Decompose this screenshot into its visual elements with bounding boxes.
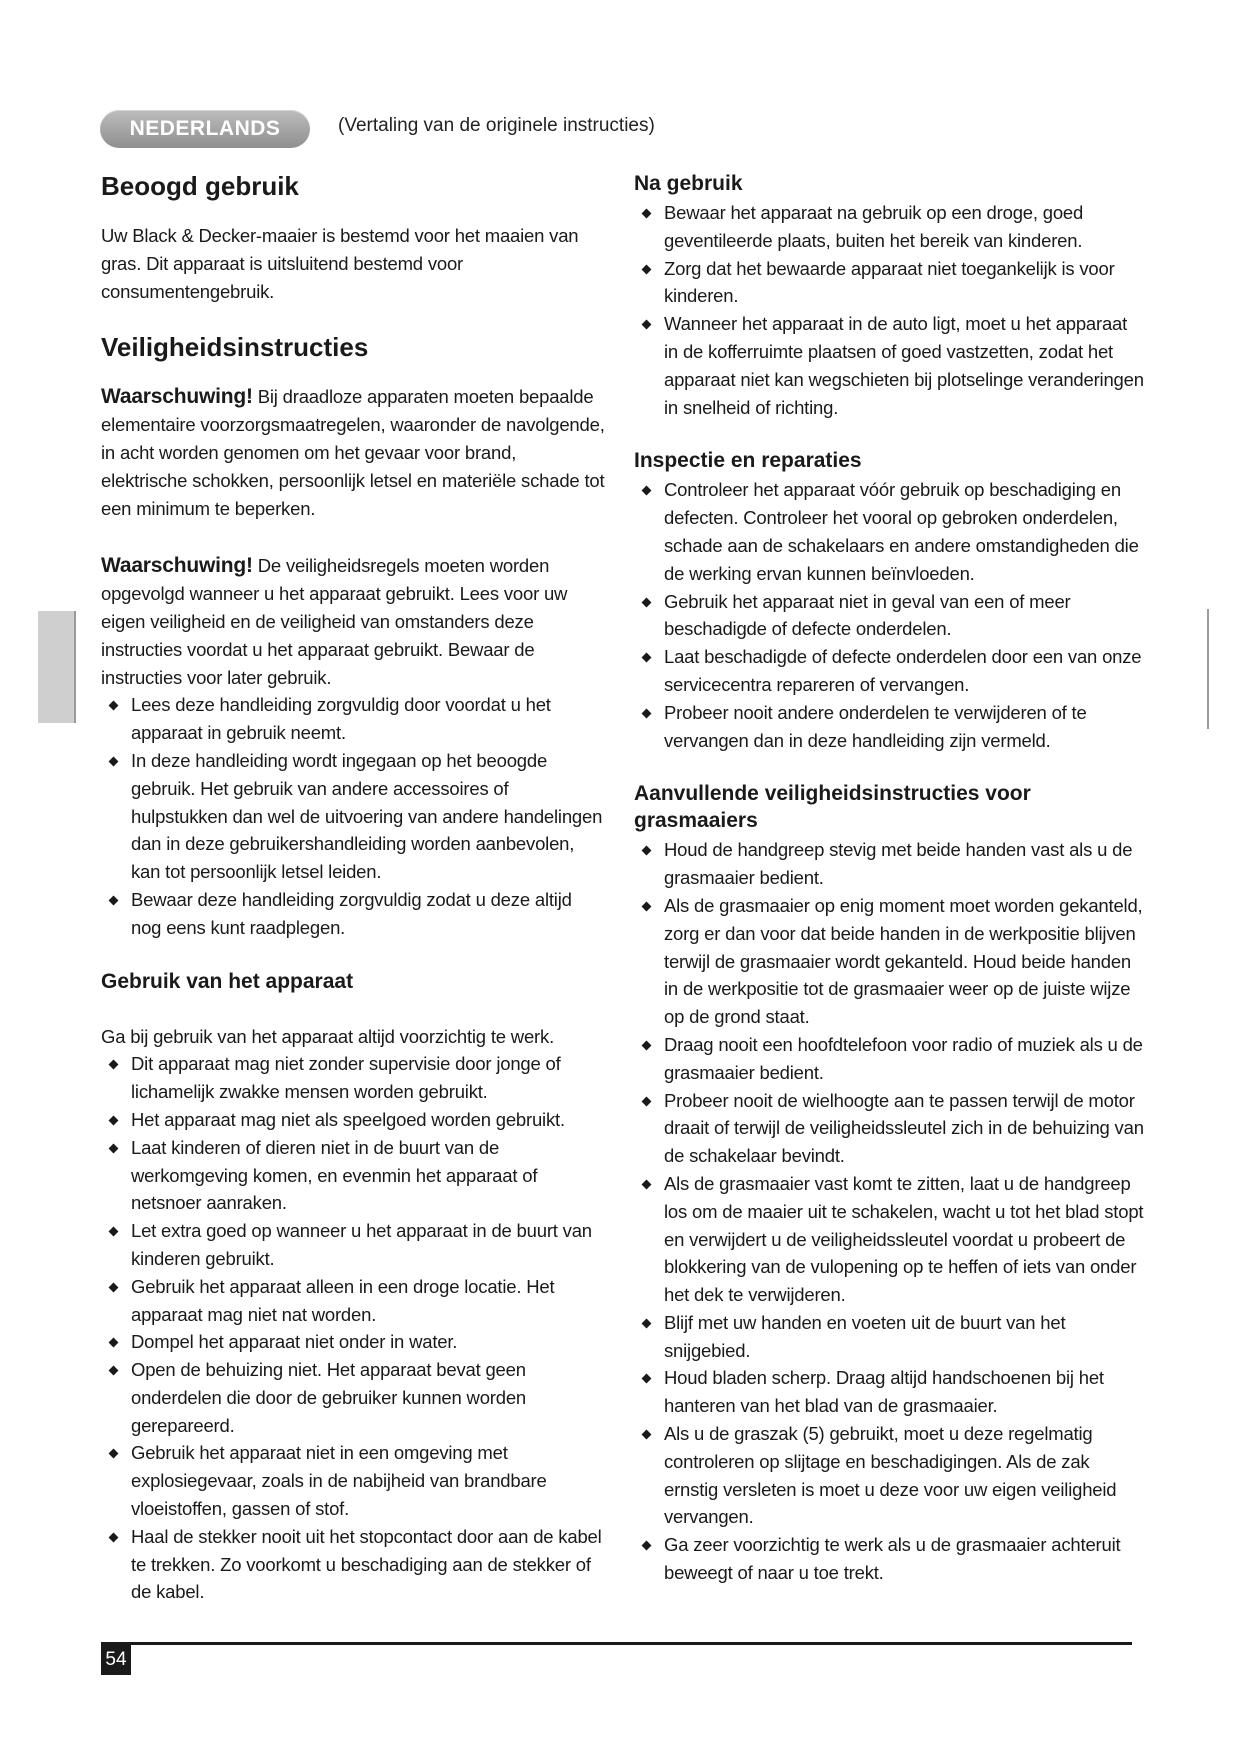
list-item: Gebruik het apparaat niet in een omgeving met explosiegevaar, zoals in de nabijheid van brandbare vloeistoffen, gassen of stof.: [101, 1439, 606, 1522]
use-title: Gebruik van het apparaat: [101, 969, 354, 993]
safety-bullet-list: [101, 691, 606, 941]
list-item: Gebruik het apparaat niet in geval van een of meer beschadigde of defecte onderdelen.: [634, 588, 1144, 644]
warning-2-label: Waarschuwing!: [101, 554, 253, 578]
warning-1-label: Waarschuwing!: [101, 385, 253, 409]
left-column: [101, 170, 606, 1606]
bullet-diamond-icon: [642, 901, 652, 911]
bullet-diamond-icon: [109, 895, 119, 905]
warning-1-text: Bij draadloze apparaten moeten bepaalde elementaire voorzorgsmaatregelen, waaronder de navolgende, in acht worden genomen om het gevaar voor brand, elektrische schokken, persoonlijk letsel en materiële schade tot een minimum te beperken.: [101, 386, 605, 519]
bullet-diamond-icon: [642, 264, 652, 274]
list-item: Ga zeer voorzichtig te werk als u de grasmaaier achteruit beweegt of naar u toe trekt.: [634, 1531, 1144, 1587]
bullet-diamond-icon: [642, 1318, 652, 1328]
bullet-diamond-icon: [642, 597, 652, 607]
list-item: Open de behuizing niet. Het apparaat bevat geen onderdelen die door de gebruiker kunnen worden gerepareerd.: [101, 1356, 606, 1439]
list-item: Gebruik het apparaat alleen in een droge locatie. Het apparaat mag niet nat worden.: [101, 1273, 606, 1329]
list-item: Probeer nooit andere onderdelen te verwijderen of te vervangen dan in deze handleiding zijn vermeld.: [634, 699, 1144, 755]
mower-safety-bullet-list: [634, 836, 1144, 1587]
list-item: Wanneer het apparaat in de auto ligt, moet u het apparaat in de kofferruimte plaatsen of goed vastzetten, zodat het apparaat niet kan wegschieten bij plotselinge veranderingen in snelheid of richting.: [634, 310, 1144, 421]
bullet-diamond-icon: [642, 1040, 652, 1050]
use-intro: Ga bij gebruik van het apparaat altijd voorzichtig te werk.: [101, 1025, 555, 1047]
list-item: Het apparaat mag niet als speelgoed worden gebruikt.: [101, 1106, 606, 1134]
list-item: Dompel het apparaat niet onder in water.: [101, 1328, 606, 1356]
warning-2: [101, 552, 606, 691]
bullet-diamond-icon: [642, 1179, 652, 1189]
bullet-diamond-icon: [109, 757, 119, 767]
after-use-title: Na gebruik: [634, 172, 743, 195]
list-item: Lees deze handleiding zorgvuldig door voordat u het apparaat in gebruik neemt.: [101, 691, 606, 747]
list-item: Haal de stekker nooit uit het stopcontact door aan de kabel te trekken. Zo voorkomt u beschadiging aan de stekker of de kabel.: [101, 1523, 606, 1606]
list-item: Houd bladen scherp. Draag altijd handschoenen bij het hanteren van het blad van de grasmaaier.: [634, 1364, 1144, 1420]
bullet-diamond-icon: [642, 209, 652, 219]
section-thumb-tab: [38, 611, 76, 723]
bullet-diamond-icon: [109, 1366, 119, 1376]
list-item: Laat kinderen of dieren niet in de buurt van de werkomgeving komen, en evenmin het apparaat of netsnoer aanraken.: [101, 1134, 606, 1217]
bullet-diamond-icon: [109, 1227, 119, 1237]
bullet-diamond-icon: [642, 653, 652, 663]
warning-1: [101, 383, 606, 522]
bullet-diamond-icon: [109, 701, 119, 711]
bullet-diamond-icon: [642, 1374, 652, 1384]
list-item: Let extra goed op wanneer u het apparaat in de buurt van kinderen gebruikt.: [101, 1217, 606, 1273]
footer-rule: [101, 1642, 1132, 1645]
bullet-diamond-icon: [642, 486, 652, 496]
bullet-diamond-icon: [109, 1338, 119, 1348]
translation-note: (Vertaling van de originele instructies): [338, 115, 655, 136]
bullet-diamond-icon: [109, 1060, 119, 1070]
page-number: 54: [101, 1645, 131, 1675]
after-use-bullet-list: [634, 199, 1144, 421]
bullet-diamond-icon: [642, 320, 652, 330]
list-item: In deze handleiding wordt ingegaan op het beoogde gebruik. Het gebruik van andere accessoires of hulpstukken dan wel de uitvoering van andere handelingen dan in deze gebruikershandleiding worden aanbevolen, kan tot persoonlijk letsel leiden.: [101, 747, 606, 886]
bullet-diamond-icon: [642, 846, 652, 856]
language-badge: NEDERLANDS: [100, 110, 310, 148]
bullet-diamond-icon: [642, 1541, 652, 1551]
list-item: Probeer nooit de wielhoogte aan te passen terwijl de motor draait of terwijl de veiligheidssleutel zich in de behuizing van de schakelaar bevindt.: [634, 1087, 1144, 1170]
intended-use-title: Beoogd gebruik: [101, 171, 299, 201]
list-item: Als de grasmaaier op enig moment moet worden gekanteld, zorg er dan voor dat beide handen in de werkpositie blijven terwijl de grasmaaier wordt gekanteld. Houd beide handen in de werkpositie tot de grasmaaier weer op de juiste wijze op de grond staat.: [634, 892, 1144, 1031]
list-item: Laat beschadigde of defecte onderdelen door een van onze servicecentra repareren of vervangen.: [634, 643, 1144, 699]
bullet-diamond-icon: [642, 1430, 652, 1440]
list-item: Zorg dat het bewaarde apparaat niet toegankelijk is voor kinderen.: [634, 255, 1144, 311]
bullet-diamond-icon: [109, 1282, 119, 1292]
bullet-diamond-icon: [109, 1532, 119, 1542]
list-item: Draag nooit een hoofdtelefoon voor radio of muziek als u de grasmaaier bedient.: [634, 1031, 1144, 1087]
bullet-diamond-icon: [109, 1143, 119, 1153]
bullet-diamond-icon: [642, 708, 652, 718]
list-item: Als u de graszak (5) gebruikt, moet u deze regelmatig controleren op slijtage en beschadigingen. Als de zak ernstig versleten is moet u deze voor uw eigen veiligheid vervangen.: [634, 1420, 1144, 1531]
list-item: Bewaar het apparaat na gebruik op een droge, goed geventileerde plaats, buiten het bereik van kinderen.: [634, 199, 1144, 255]
list-item: Als de grasmaaier vast komt te zitten, laat u de handgreep los om de maaier uit te schakelen, wacht u tot het blad stopt en verwijdert u de veiligheidssleutel voordat u probeert de blokkering van de vulopening op te heffen of iets van onder het dek te verwijderen.: [634, 1170, 1144, 1309]
warning-2-text: De veiligheidsregels moeten worden opgevolgd wanneer u het apparaat gebruikt. Lees voor uw eigen veiligheid en de veiligheid van omstanders deze instructies voordat u het apparaat gebruikt. Bewaar de instructies voor later gebruik.: [101, 555, 568, 688]
safety-title: Veiligheidsinstructies: [101, 332, 369, 363]
intended-use-text: Uw Black & Decker-maaier is bestemd voor het maaien van gras. Dit apparaat is uitsluitend bestemd voor consumentengebruik.: [101, 225, 579, 302]
bullet-diamond-icon: [109, 1449, 119, 1459]
bullet-diamond-icon: [109, 1115, 119, 1125]
mower-safety-title: Aanvullende veiligheidsinstructies voor grasmaaiers: [634, 782, 1031, 833]
right-column: [634, 170, 1144, 1587]
list-item: Blijf met uw handen en voeten uit de buurt van het snijgebied.: [634, 1309, 1144, 1365]
list-item: Controleer het apparaat vóór gebruik op beschadiging en defecten. Controleer het vooral op gebroken onderdelen, schade aan de schakelaars en andere omstandigheden die de werking ervan kunnen beïnvloeden.: [634, 476, 1144, 587]
list-item: Bewaar deze handleiding zorgvuldig zodat u deze altijd nog eens kunt raadplegen.: [101, 886, 606, 942]
margin-mark: [1207, 609, 1209, 729]
list-item: Dit apparaat mag niet zonder supervisie door jonge of lichamelijk zwakke mensen worden gebruikt.: [101, 1050, 606, 1106]
bullet-diamond-icon: [642, 1096, 652, 1106]
use-bullet-list: [101, 1050, 606, 1606]
inspection-title: Inspectie en reparaties: [634, 449, 862, 473]
list-item: Houd de handgreep stevig met beide handen vast als u de grasmaaier bedient.: [634, 836, 1144, 892]
inspection-bullet-list: [634, 476, 1144, 754]
